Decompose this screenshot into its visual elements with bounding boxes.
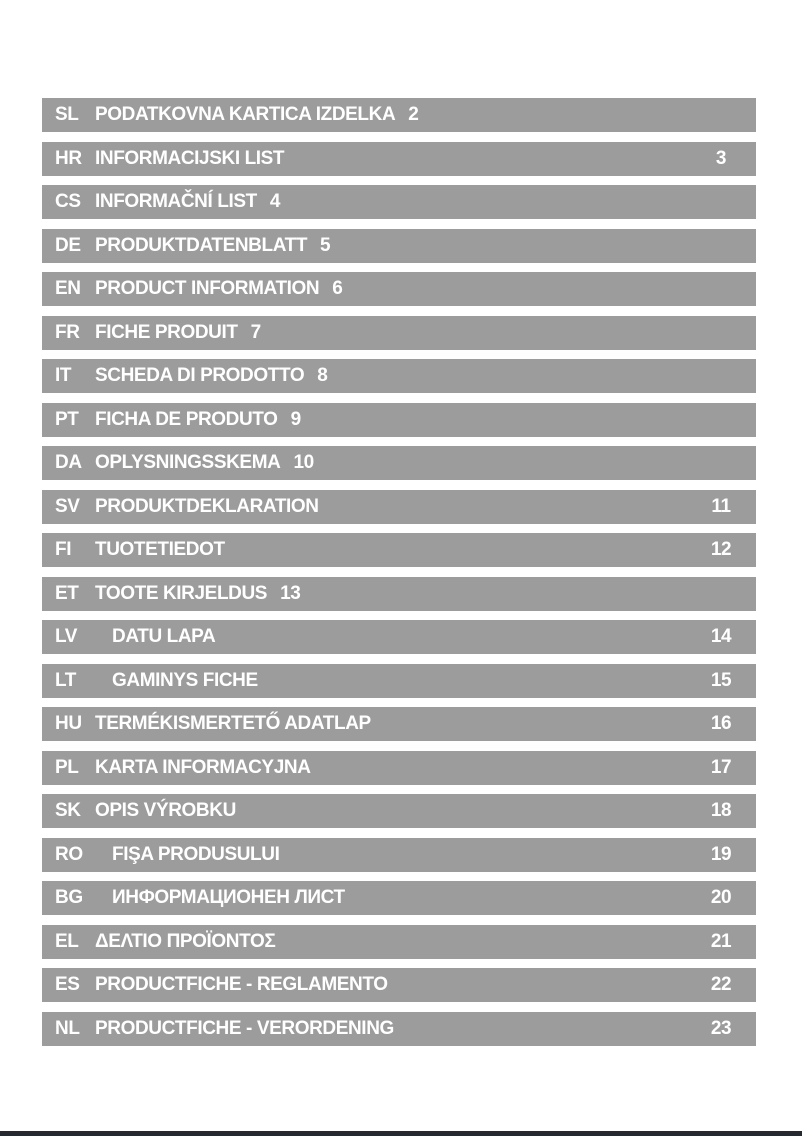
- language-code: LV: [55, 626, 78, 647]
- language-code: FR: [55, 321, 80, 343]
- page-number: 13: [280, 582, 301, 604]
- section-title: PRODUKTDATENBLATT: [95, 234, 308, 256]
- language-code: CS: [55, 191, 81, 212]
- section-title: PODATKOVNA KARTICA IZDELKA: [95, 104, 396, 125]
- page-number: 21: [710, 930, 732, 952]
- language-code: RO: [55, 843, 83, 865]
- language-code: DA: [55, 452, 82, 473]
- toc-row: [42, 968, 756, 1002]
- toc-row: [42, 925, 756, 959]
- section-title: PRODUCTFICHE - REGLAMENTO: [95, 974, 388, 995]
- language-code: NL: [55, 1017, 80, 1039]
- toc-row: [42, 620, 756, 654]
- language-code: HU: [55, 713, 82, 734]
- section-title: INFORMACIJSKI LIST: [95, 147, 285, 169]
- page-number: 23: [710, 1017, 732, 1039]
- section-title: SCHEDA DI PRODOTTO: [95, 365, 305, 386]
- page-number: 18: [710, 800, 732, 821]
- language-code: IT: [55, 365, 72, 386]
- section-title: KARTA INFORMACYJNA: [95, 756, 311, 778]
- language-code: ET: [55, 582, 79, 604]
- page-number: 4: [269, 191, 280, 212]
- toc-row: [42, 185, 756, 219]
- page-number: 19: [710, 843, 732, 865]
- toc-row: [42, 751, 756, 785]
- toc-row: [42, 533, 756, 567]
- section-title: TOOTE KIRJELDUS: [95, 582, 268, 604]
- footer-rule: [0, 1131, 802, 1136]
- language-code: SL: [55, 104, 79, 125]
- section-title: PRODUCTFICHE - VERORDENING: [95, 1017, 394, 1039]
- toc-row: [42, 229, 756, 263]
- toc-row: [42, 142, 756, 176]
- page-number: 15: [710, 669, 732, 691]
- section-title: PRODUKTDEKLARATION: [95, 495, 319, 517]
- page-number: 17: [710, 756, 732, 778]
- section-title: DATU LAPA: [112, 626, 216, 647]
- page-number: 14: [710, 626, 732, 647]
- language-code: SK: [55, 800, 81, 821]
- toc-row: [42, 490, 756, 524]
- language-code: PL: [55, 756, 79, 778]
- toc-row: [42, 272, 756, 306]
- page-number: 10: [293, 452, 314, 473]
- toc-row: [42, 1012, 756, 1046]
- section-title: INFORMAČNÍ LIST: [95, 191, 257, 212]
- page-number: 8: [317, 365, 328, 386]
- language-code: EN: [55, 278, 81, 299]
- section-title: OPIS VÝROBKU: [95, 800, 236, 821]
- toc-row: [42, 707, 756, 741]
- page-number: 9: [290, 408, 301, 430]
- toc-row: [42, 316, 756, 350]
- language-code: HR: [55, 147, 82, 169]
- section-title: FICHA DE PRODUTO: [95, 408, 278, 430]
- toc-row: [42, 446, 756, 480]
- language-code: EL: [55, 930, 79, 952]
- toc-row: [42, 794, 756, 828]
- toc-row: [42, 98, 756, 132]
- page-number: 12: [710, 539, 732, 560]
- section-title: ΔΕΛΤΙΟ ΠΡΟΪΟΝΤΟΣ: [95, 930, 276, 952]
- language-code: LT: [55, 669, 77, 691]
- page-number: 5: [320, 234, 331, 256]
- toc-row: [42, 881, 756, 915]
- section-title: GAMINYS FICHE: [112, 669, 258, 691]
- language-code: BG: [55, 887, 83, 908]
- page-number: 22: [710, 974, 732, 995]
- page-number: 11: [711, 495, 731, 517]
- language-code: PT: [55, 408, 79, 430]
- section-title: TERMÉKISMERTETŐ ADATLAP: [95, 713, 371, 734]
- page-number: 6: [332, 278, 343, 299]
- section-title: FICHE PRODUIT: [95, 321, 238, 343]
- section-title: TUOTETIEDOT: [95, 539, 225, 560]
- language-code: ES: [55, 974, 80, 995]
- section-title: FIŞA PRODUSULUI: [112, 843, 280, 865]
- toc-row: [42, 403, 756, 437]
- section-title: PRODUCT INFORMATION: [95, 278, 320, 299]
- page-number: 20: [710, 887, 732, 908]
- section-title: OPLYSNINGSSKEMA: [95, 452, 281, 473]
- page-number: 7: [250, 321, 261, 343]
- toc-row: [42, 359, 756, 393]
- page-number: 16: [710, 713, 732, 734]
- toc-row: [42, 664, 756, 698]
- page-number: 3: [715, 147, 727, 169]
- language-code: SV: [55, 495, 80, 517]
- toc-row: [42, 838, 756, 872]
- section-title: ИНФОРМАЦИОНЕН ЛИСТ: [112, 887, 345, 908]
- toc-row: [42, 577, 756, 611]
- toc-list: [42, 98, 756, 1046]
- language-code: DE: [55, 234, 81, 256]
- language-code: FI: [55, 539, 72, 560]
- page-number: 2: [408, 104, 419, 125]
